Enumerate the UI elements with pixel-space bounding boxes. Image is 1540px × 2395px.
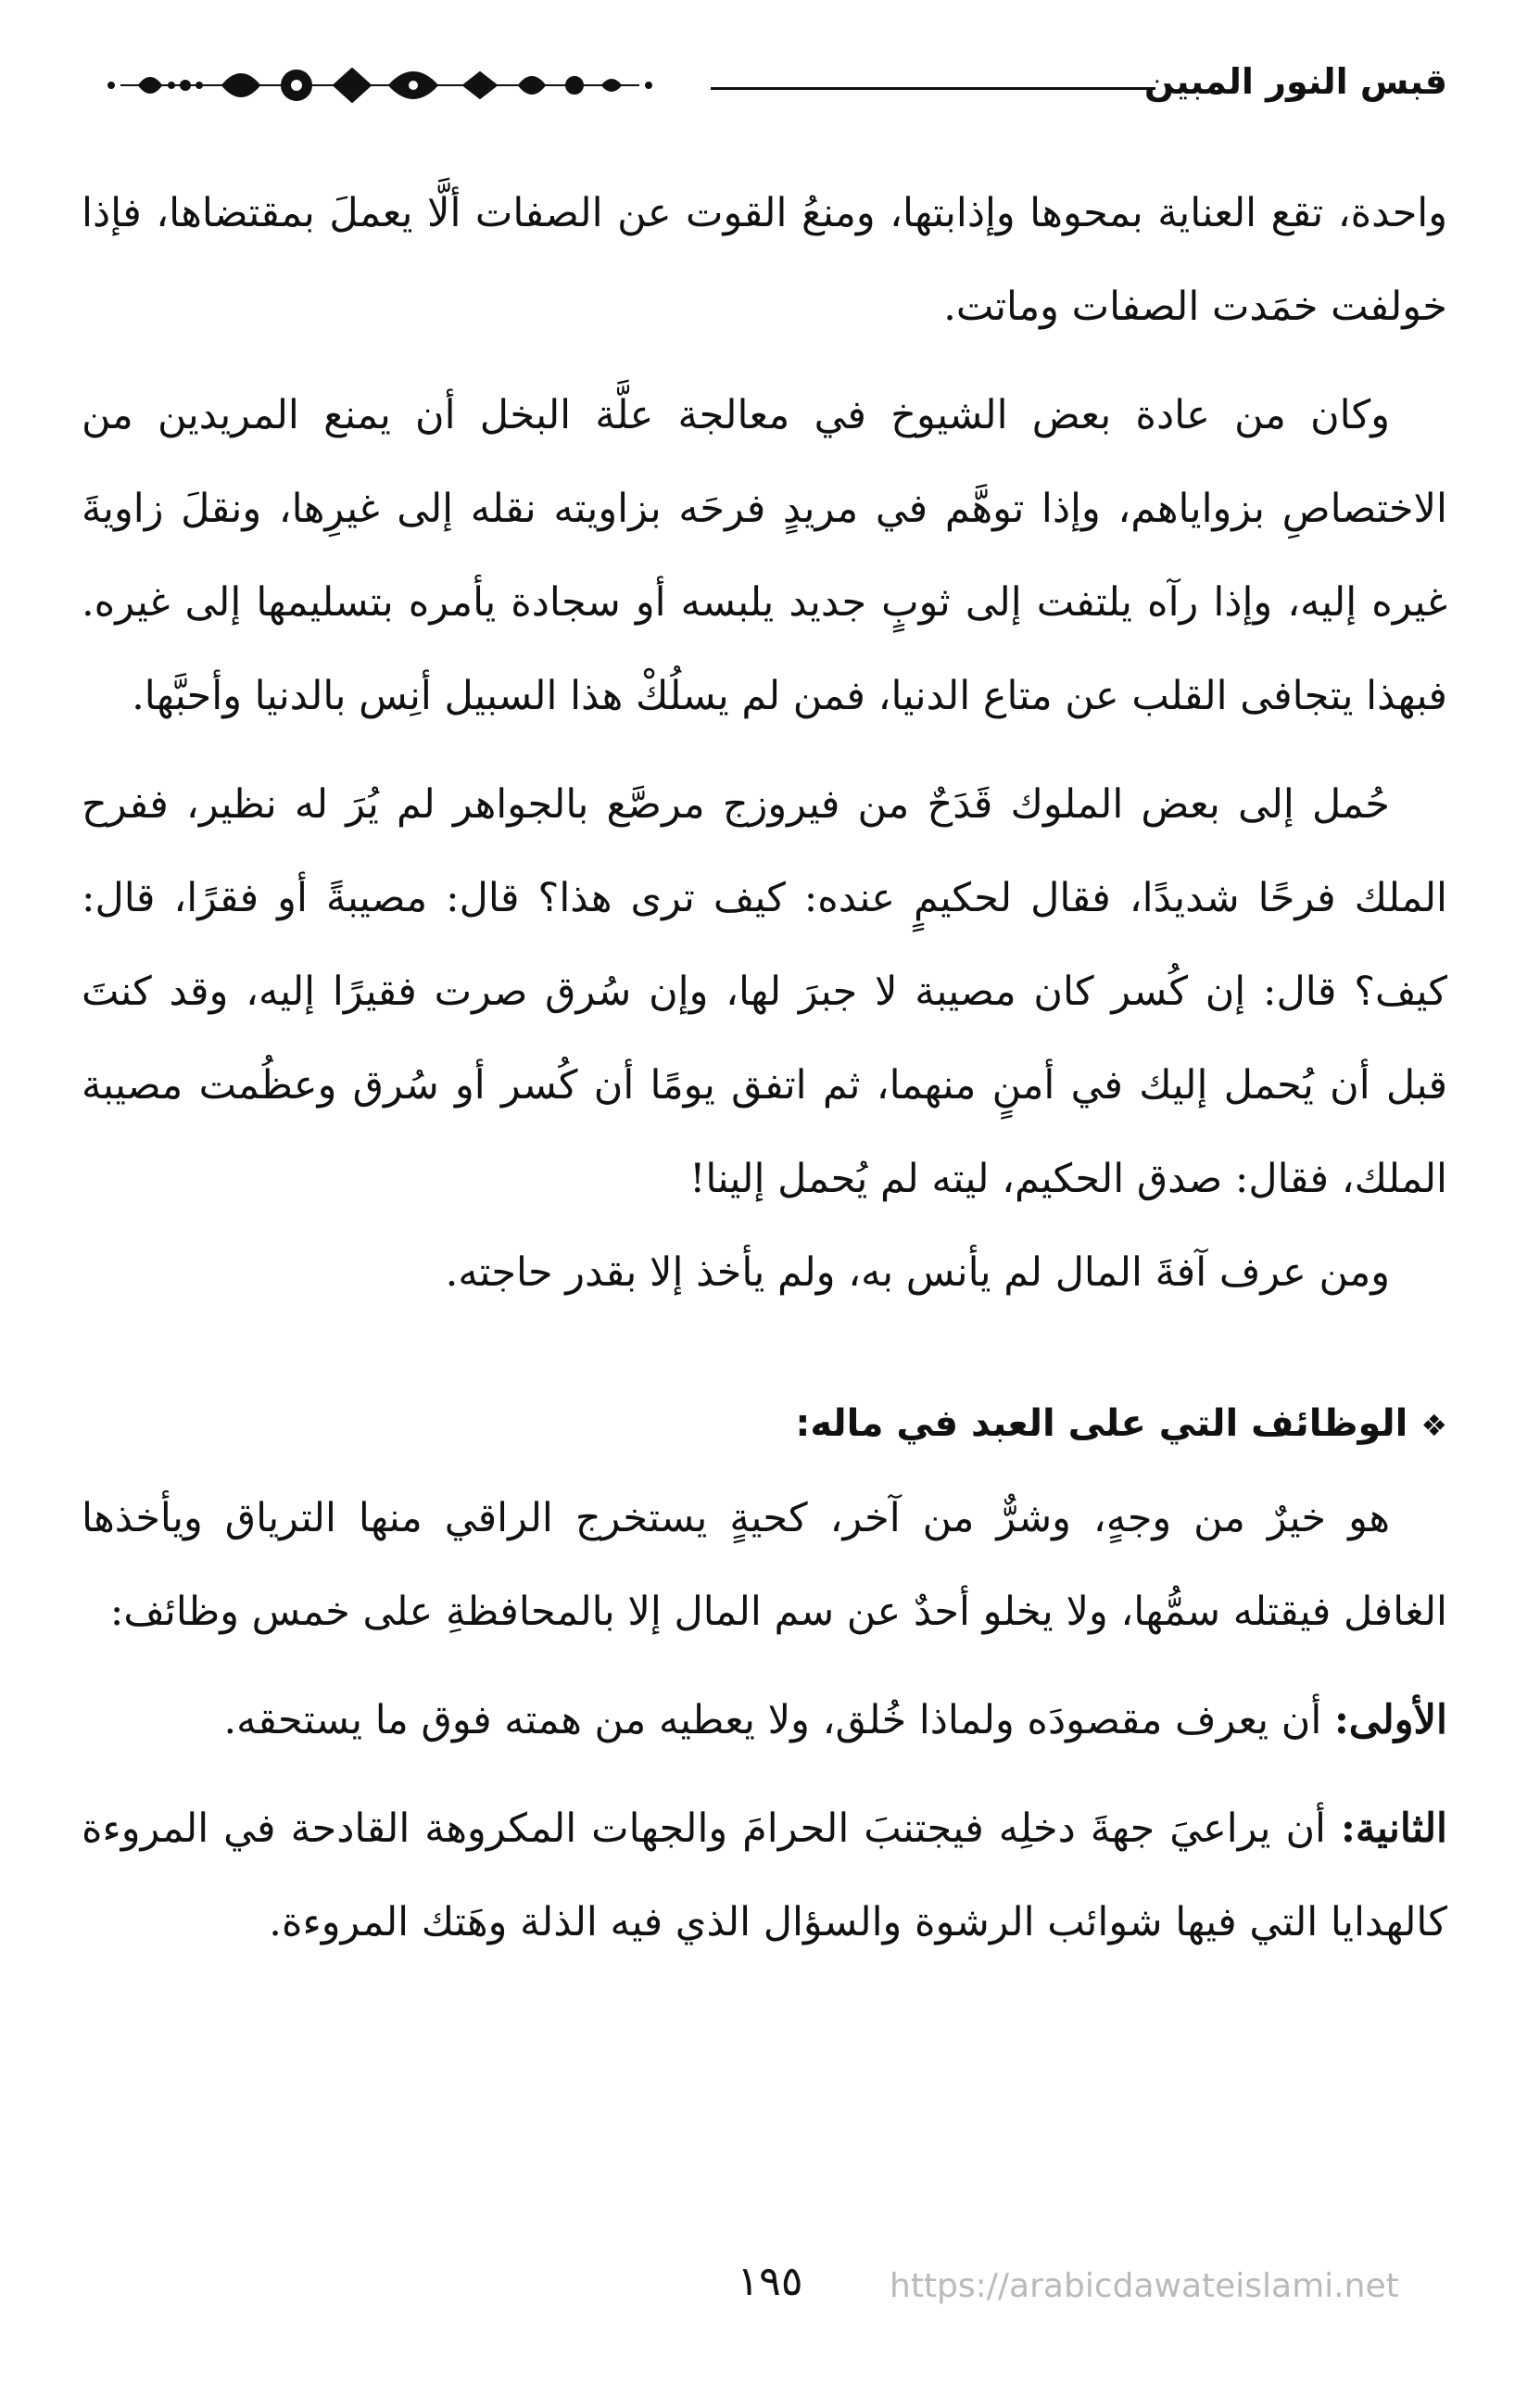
list-item-term: الثانية:	[1341, 1806, 1447, 1852]
list-item-text: أن يعرف مقصودَه ولماذا خُلق، ولا يعطيه من همته فوق ما يستحقه.	[223, 1697, 1334, 1743]
list-item	[82, 1674, 1447, 1768]
bullet-icon: ❖	[1420, 1408, 1447, 1443]
paragraph-4: ومن عرف آفةَ المال لم يأنس به، ولم يأخذ إلا بقدر حاجته.	[445, 1249, 1390, 1296]
list-item-term: الأولى:	[1333, 1697, 1447, 1743]
watermark-url: https://arabicdawateislami.net	[890, 2267, 1399, 2305]
section-intro: هو خيرٌ من وجهٍ، وشرٌّ من آخر، كحيةٍ يستخرج الراقي منها الترياق ويأخذها الغافل فيقتله سمُّها، ولا يخلو أحدٌ عن سم المال إلا بالمحافظةِ على خمس وظائف:	[82, 1495, 1447, 1635]
header-rule	[711, 87, 1155, 90]
page-content	[82, 167, 1447, 1970]
page-number: ١٩٥	[737, 2258, 803, 2305]
page-header	[83, 46, 1447, 120]
list-item	[82, 1782, 1447, 1970]
paragraph-2: وكان من عادة بعض الشيوخ في معالجة علَّة البخل أن يمنع المريدين من الاختصاصِ بزواياهم، وإذا توهَّم في مريدٍ فرحَه بزاويته نقله إلى غيرِها، ونقلَ زاويةَ غيره إليه، وإذا رآه يلتفت إلى ثوبٍ جديد يلبسه أو سجادة يأمره بتسليمها إلى غيره. فبهذا يتجافى القلب عن متاع الدنيا، فمن لم يسلُكْ هذا السبيل أنِس بالدنيا وأحبَّها.	[82, 392, 1447, 719]
floral-ornament-icon	[83, 57, 676, 113]
paragraph-3: حُمل إلى بعض الملوك قَدَحٌ من فيروزج مرصَّع بالجواهر لم يُرَ له نظير، ففرح الملك فرحًا شديدًا، فقال لحكيمٍ عنده: كيف ترى هذا؟ قال: مصيبةً أو فقرًا، قال: كيف؟ قال: إن كُسر كان مصيبة لا جبرَ لها، وإن سُرق صرت فقيرًا إليه، وقد كنتَ قبل أن يُحمل إليك في أمنٍ منهما، ثم اتفق يومًا أن كُسر أو سُرق وعظُمت مصيبة الملك، فقال: صدق الحكيم، ليته لم يُحمل إلينا!	[82, 781, 1447, 1202]
running-title: قبس النور المبين	[1143, 61, 1447, 102]
section-heading-text: الوظائف التي على العبد في ماله:	[795, 1402, 1408, 1445]
section-heading	[82, 1377, 1447, 1472]
list-item-text: أن يراعيَ جهةَ دخلِه فيجتنبَ الحرامَ والجهات المكروهة القادحة في المروءة كالهدايا التي فيها شوائب الرشوة والسؤال الذي فيه الذلة وهَتك المروءة.	[82, 1806, 1447, 1945]
paragraph-1: واحدة، تقع العناية بمحوها وإذابتها، ومنعُ القوت عن الصفات ألَّا يعملَ بمقتضاها، فإذا خولفت خمَدت الصفات وماتت.	[82, 190, 1447, 330]
